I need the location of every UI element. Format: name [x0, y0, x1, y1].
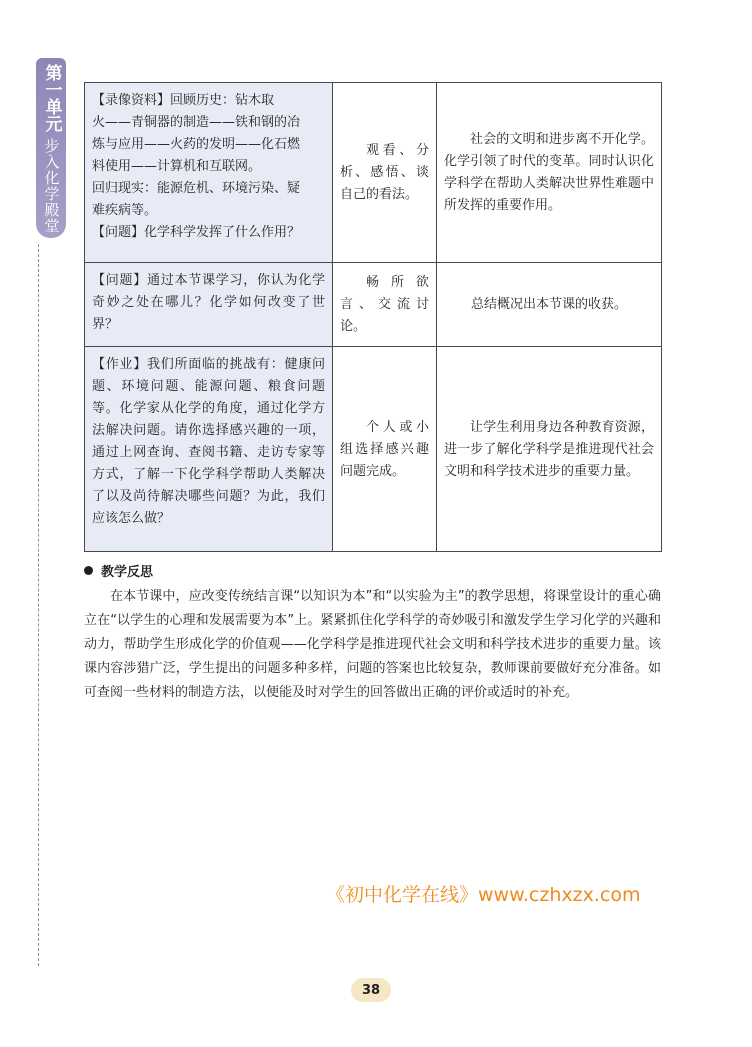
student-activity-cell: 畅所欲言、交流讨论。 [333, 263, 437, 347]
student-activity-cell: 个人或小组选择感兴趣问题完成。 [333, 347, 437, 552]
activity-line: 【录像资料】回顾历史：钻木取 [92, 93, 275, 108]
activity-line: 炼与应用——火药的发明——化石燃 [92, 137, 301, 152]
lesson-table [84, 82, 662, 552]
reflection-paragraph: 在本节课中，应改变传统结言课“以知识为本”和“以实验为主”的教学思想，将课堂设计的重心确立在“以学生的心理和发展需要为本”上。紧紧抓住化学科学的奇妙吸引和激发学生学习化学的兴趣和动力，帮助学生形成化学的价值观——化学科学是推进现代社会文明和科学技术进步的重要力量。该课内容涉猎广泛，学生提出的问题多种多样，问题的答案也比较复杂，教师课前要做好充分准备。如可查阅一些材料的制造方法，以便能及时对学生的回答做出正确的评价或适时的补充。 [84, 589, 661, 700]
chapter-side-tab [36, 58, 66, 238]
bullet-icon [84, 566, 93, 575]
activity-line: 料使用——计算机和互联网。 [92, 159, 262, 174]
activity-line: 回归现实：能源危机、环境污染、疑 [92, 181, 301, 196]
watermark: 《初中化学在线》www.czhxzx.com [326, 884, 641, 906]
page-number-badge [351, 978, 391, 1002]
table-row [85, 263, 662, 347]
teacher-activity-cell: 【问题】通过本节课学习，你认为化学奇妙之处在哪儿？化学如何改变了世界？ [85, 263, 333, 347]
reflection-heading [84, 561, 153, 580]
side-dashed-line [38, 244, 39, 966]
page-number: 38 [361, 982, 381, 998]
design-intent-cell: 让学生利用身边各种教育资源，进一步了解化学科学是推进现代社会文明和科学技术进步的重要力量。 [437, 347, 662, 552]
activity-line: 难疾病等。 [92, 203, 158, 218]
teacher-activity-cell: 【作业】我们所面临的挑战有：健康问题、环境问题、能源问题、粮食问题等。化学家从化学的角度，通过化学方法解决问题。请你选择感兴趣的一项，通过上网查询、查阅书籍、走访专家等方式，了解一下化学科学帮助人类解决了以及尚待解决哪些问题？为此，我们应该怎么做？ [85, 347, 333, 552]
teacher-activity-cell [85, 83, 333, 263]
student-activity-cell: 观看、分析、感悟、谈自己的看法。 [333, 83, 437, 263]
table-row [85, 347, 662, 552]
design-intent-cell: 总结概况出本节课的收获。 [437, 263, 662, 347]
table-row [85, 83, 662, 263]
unit-label: 第一单元 [41, 64, 62, 132]
reflection-heading-text: 教学反思 [101, 565, 154, 580]
chapter-title: 步入化学殿堂 [42, 138, 61, 234]
design-intent-cell: 社会的文明和进步离不开化学。化学引领了时代的变革。同时认识化学科学在帮助人类解决世界性难题中所发挥的重要作用。 [437, 83, 662, 263]
activity-line: 火——青铜器的制造——铁和钢的冶 [92, 115, 301, 130]
activity-line: 【问题】化学科学发挥了什么作用？ [92, 225, 301, 240]
